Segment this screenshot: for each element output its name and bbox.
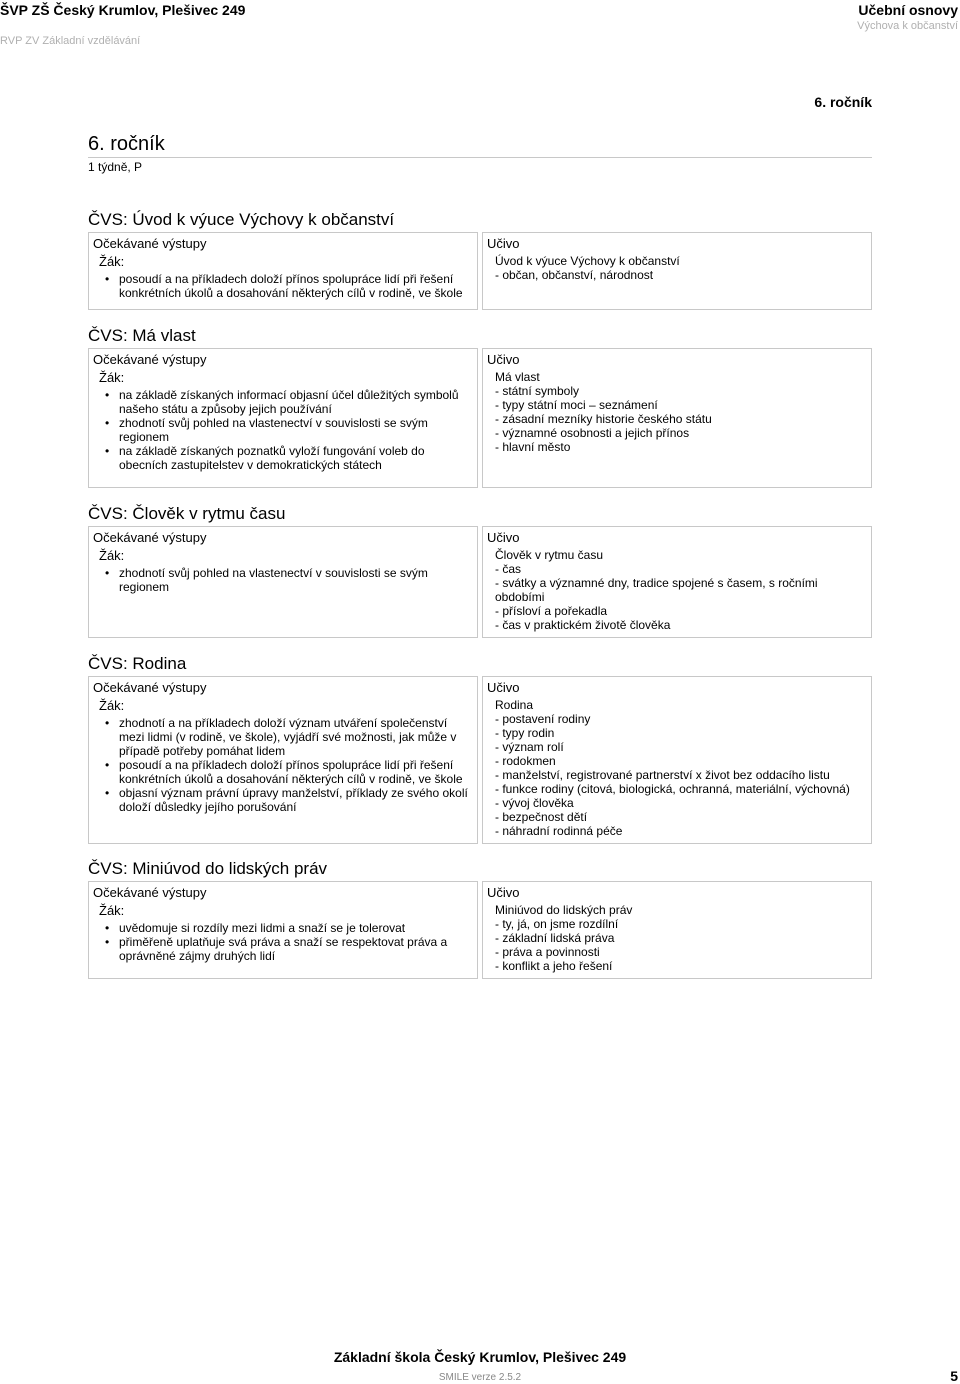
outcomes-cell [88,232,478,310]
page-number: 5 [950,1368,958,1384]
curriculum-cell [482,676,872,844]
topic-line: - význam rolí [495,740,564,754]
topic-line: - čas v praktickém životě člověka [495,618,671,632]
topic-line: Má vlast [495,370,540,384]
topic-line: Rodina [495,698,534,712]
outcomes-list [93,921,473,963]
outcome-item: • zhodnotí svůj pohled na vlastenectví v souvislosti se svým regionem [119,566,473,594]
curriculum-cell [482,526,872,638]
outcome-item: • uvědomuje si rozdíly mezi lidmi a snaží se je tolerovat [119,921,473,935]
header-school: ŠVP ZŠ Český Krumlov, Plešivec 249 [0,2,246,18]
topic-line: - státní symboly [495,384,580,398]
topic-line: - významné osobnosti a jejich přínos [495,426,690,440]
topic-line: - ty, já, on jsme rozdílní [495,917,619,931]
topic-line: - občan, občanství, národnost [495,268,654,282]
section-ma-vlast [88,325,872,488]
outcome-item: • na základě získaných informací objasní účel důležitých symbolů našeho státu a způsoby jejich používání [119,388,473,416]
section-table [88,676,872,844]
topic-line: - základní lidská práva [495,931,615,945]
curriculum-header: Učivo [487,352,520,367]
outcomes-list [93,272,473,300]
topic-line: - rodokmen [495,754,556,768]
outcome-item: • zhodnotí svůj pohled na vlastenectví v souvislosti se svým regionem [119,416,473,444]
outcome-item: • objasní význam právní úpravy manželství, příklady ze svého okolí doloží důsledky jejího porušování [119,786,473,814]
outcomes-list [93,716,473,814]
topic-line: Miniúvod do lidských práv [495,903,633,917]
outcomes-list [93,388,473,472]
section-uvod [88,209,872,310]
curriculum-header: Učivo [487,236,520,251]
grade-label-right: 6. ročník [814,94,872,110]
section-title: ČVS: Rodina [88,654,187,673]
topics-list [487,903,867,973]
pupil-label: Žák: [99,548,125,563]
section-table [88,881,872,979]
outcomes-cell [88,526,478,638]
topic-line: - hlavní město [495,440,571,454]
outcomes-header: Očekávané výstupy [93,680,207,695]
header-subject: Výchova k občanství [857,20,958,32]
topic-line: - konflikt a jeho řešení [495,959,613,973]
section-title: ČVS: Má vlast [88,326,196,345]
pupil-label: Žák: [99,370,125,385]
section-rodina [88,653,872,844]
grade-divider [88,157,872,158]
section-table [88,232,872,310]
section-title: ČVS: Člověk v rytmu času [88,504,286,523]
topics-list [487,698,867,838]
outcome-item: • posoudí a na příkladech doloží přínos spolupráce lidí při řešení konkrétních úkolů a dosahování některých cílů v rodině, ve škole [119,272,473,300]
outcomes-list [93,566,473,594]
topic-line: - náhradní rodinná péče [495,824,623,838]
section-miniuvod-do-lidskych-prav [88,858,872,979]
topic-line: - manželství, registrované partnerství x život bez oddacího listu [495,768,830,782]
topic-line: - čas [495,562,522,576]
header-doc-type: Učební osnovy [858,2,958,18]
outcomes-header: Očekávané výstupy [93,352,207,367]
topic-line: - svátky a významné dny, tradice spojené s časem, s ročními obdobími [495,576,818,604]
outcome-item: • zhodnotí a na příkladech doloží význam utváření společenství mezi lidmi (v rodině, ve škole), vyjádří své možnosti, jak může v případě potřeby pomáhat lidem [119,716,473,758]
curriculum-header: Učivo [487,885,520,900]
outcomes-header: Očekávané výstupy [93,530,207,545]
outcomes-header: Očekávané výstupy [93,885,207,900]
topic-line: - typy státní moci – seznámení [495,398,658,412]
topic-line: - typy rodin [495,726,555,740]
outcome-item: • na základě získaných poznatků vyloží fungování voleb do obecních zastupitelstev v demokratických státech [119,444,473,472]
curriculum-cell [482,881,872,979]
topic-line: - přísloví a pořekadla [495,604,608,618]
section-table [88,348,872,488]
topic-line: - vývoj člověka [495,796,574,810]
footer-school: Základní škola Český Krumlov, Plešivec 249 [333,1349,627,1365]
section-title: ČVS: Miniúvod do lidských práv [88,859,328,878]
outcomes-cell [88,881,478,979]
footer-version: SMILE verze 2.5.2 [438,1372,522,1383]
outcomes-header: Očekávané výstupy [93,236,207,251]
topic-line: - zásadní mezníky historie českého státu [495,412,712,426]
outcome-item: • posoudí a na příkladech doloží přínos spolupráce lidí při řešení konkrétních úkolů a dosahování některých cílů v rodině, ve škole [119,758,473,786]
section-clovek-v-rytmu-casu [88,503,872,638]
topics-list [487,548,867,632]
topic-line: Úvod k výuce Výchovy k občanství [495,254,680,268]
curriculum-header: Učivo [487,680,520,695]
curriculum-header: Učivo [487,530,520,545]
grade-hours: 1 týdně, P [88,160,143,174]
pupil-label: Žák: [99,698,125,713]
pupil-label: Žák: [99,903,125,918]
topic-line: - postavení rodiny [495,712,591,726]
topic-line: Člověk v rytmu času [495,548,604,562]
pupil-label: Žák: [99,254,125,269]
topic-line: - bezpečnost dětí [495,810,588,824]
outcome-item: • přiměřeně uplatňuje svá práva a snaží se respektovat práva a oprávněné zájmy druhých lidí [119,935,473,963]
section-title: ČVS: Úvod k výuce Výchovy k občanství [88,210,395,229]
curriculum-cell [482,232,872,310]
header-framework: RVP ZV Základní vzdělávání [0,35,141,47]
topics-list [487,254,867,282]
section-table [88,526,872,638]
outcomes-cell [88,348,478,488]
topics-list [487,370,867,454]
grade-heading: 6. ročník [88,133,165,155]
curriculum-cell [482,348,872,488]
outcomes-cell [88,676,478,844]
topic-line: - funkce rodiny (citová, biologická, ochranná, materiální, výchovná) [495,782,850,796]
topic-line: - práva a povinnosti [495,945,600,959]
